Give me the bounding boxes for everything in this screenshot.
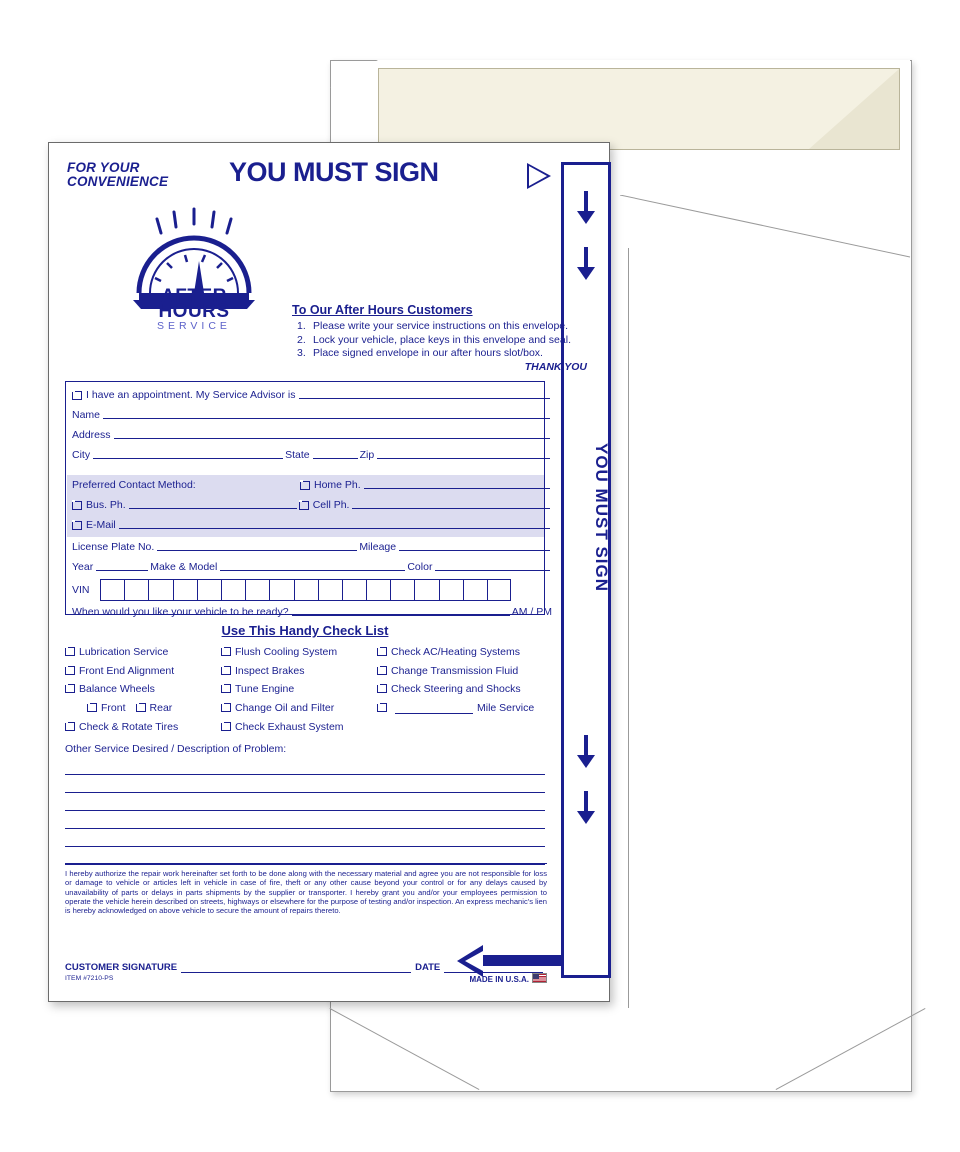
cell-phone-input[interactable] [352,497,550,509]
bus-cell-phone-row [66,497,558,511]
list-item [65,662,225,681]
address-row [66,427,558,441]
band-arrow-stem-3 [584,735,588,757]
envelope-flap-diagonal [600,195,920,265]
email-input[interactable] [119,517,550,529]
other-service-line[interactable] [65,793,545,811]
other-service-line[interactable] [65,775,545,793]
vin-cell[interactable] [487,579,511,601]
appointment-row [66,387,558,401]
ready-time-input[interactable] [292,604,510,616]
list-item [221,699,381,718]
list-item [377,680,567,699]
checkbox-cell-phone[interactable] [299,501,309,510]
appointment-label: I have an appointment. My Service Advisor is [86,389,296,401]
other-service-line[interactable] [65,757,545,775]
email-label: E-Mail [86,519,116,531]
checklist-label: Front End Alignment [79,664,175,677]
list-item: 2. Lock your vehicle, place keys in this envelope and seal. [297,333,571,346]
vin-cell[interactable] [366,579,390,601]
state-input[interactable] [313,447,358,459]
preferred-contact-row [66,477,558,491]
state-label: State [285,449,310,461]
checkbox-flush-cooling-system[interactable] [221,647,231,656]
name-input[interactable] [103,407,550,419]
vin-cell[interactable] [294,579,318,601]
after-hours-service-form [48,142,610,1002]
checklist-label: Balance Wheels [79,683,155,696]
checklist-column-3 [377,643,567,717]
mileage-label: Mileage [359,541,397,553]
home-phone-input[interactable] [364,477,550,489]
legal-authorization-text: I hereby authorize the repair work hereinafter set forth to be done along with the necessary material and agree you are not responsible for loss or damage to vehicle or articles left in vehicle in case of fire, theft or any other cause beyond your control or for any delays caused by unavailability of parts or delays in parts shipments by the supplier or transporter. I hereby grant you and/or your employees permission to operate the vehicle herein described on streets, highways or elsewhere for the purpose of testing and/or inspection. An express mechanic's lien is hereby acknowledged on above vehicle to secure the amount of repairs thereto. [65,869,547,916]
vin-cell[interactable] [124,579,148,601]
checkbox-bus-phone[interactable] [72,501,82,510]
instructions-list [297,320,597,361]
zip-input[interactable] [377,447,550,459]
checklist-label: Flush Cooling System [235,646,338,659]
arrow-down-icon-2 [577,267,595,280]
email-row [66,517,558,531]
usa-flag-icon [532,973,547,983]
list-item [377,643,567,662]
list-item [65,643,225,662]
vin-cell[interactable] [245,579,269,601]
vin-input-cells[interactable] [100,579,511,601]
date-input[interactable] [444,961,543,973]
checkbox-mile-service[interactable] [377,703,387,712]
made-in-usa: MADE IN U.S.A. [379,973,547,984]
logo-wordmark: AFTER HOURS SERVICE [157,286,231,332]
envelope-inner-liner [378,68,900,150]
checkbox-home-phone[interactable] [300,481,310,490]
cell-phone-label: Cell Ph. [312,499,350,511]
am-pm-label: AM / PM [511,606,552,618]
checkbox-change-oil-filter[interactable] [221,703,231,712]
service-advisor-input[interactable] [299,387,550,399]
home-phone-label: Home Ph. [314,479,361,491]
checkbox-check-ac-heating[interactable] [377,647,387,656]
arrow-down-icon-3 [577,755,595,768]
zip-label: Zip [359,449,375,461]
year-make-color-row [66,559,558,573]
vin-cell[interactable] [100,579,124,601]
color-input[interactable] [435,559,550,571]
checkbox-lubrication-service[interactable] [65,647,75,656]
arrow-down-icon-1 [577,211,595,224]
for-your-convenience-heading: FOR YOUR CONVENIENCE [67,160,169,189]
plate-mileage-row [66,539,558,553]
envelope-bottom-diagonal-right [910,1008,911,1009]
bus-phone-input[interactable] [129,497,297,509]
checklist-column-2 [221,643,381,736]
checklist-label: Change Oil and Filter [235,702,335,715]
thank-you-note: THANK YOU [524,361,587,373]
checklist-label: Lubrication Service [79,646,169,659]
vin-cell[interactable] [342,579,366,601]
list-item [221,643,381,662]
license-plate-label: License Plate No. [72,541,155,553]
make-model-label: Make & Model [150,561,218,573]
band-arrow-stem-4 [584,791,588,813]
other-service-line[interactable] [65,811,545,829]
list-item [221,662,381,681]
name-label: Name [72,409,101,421]
other-service-label: Other Service Desired / Description of Problem: [65,743,287,755]
band-arrow-stem-2 [584,247,588,269]
checklist-label: Check Steering and Shocks [391,683,521,696]
arrow-right-icon-inner [529,166,547,186]
mile-service-input[interactable] [395,703,473,714]
checklist-label: Inspect Brakes [235,664,305,677]
bus-phone-label: Bus. Ph. [86,499,126,511]
checkbox-email[interactable] [72,521,82,530]
checklist-label: Change Transmission Fluid [391,664,519,677]
name-row [66,407,558,421]
city-label: City [72,449,91,461]
vin-row [66,579,546,601]
envelope-fold-line-vertical [628,248,629,1008]
list-item [65,699,225,718]
arrow-down-icon-4 [577,811,595,824]
checkbox-front[interactable] [87,703,97,712]
checkbox-change-transmission-fluid[interactable] [377,666,387,675]
address-label: Address [72,429,111,441]
vin-label: VIN [72,584,90,596]
vin-cell[interactable] [318,579,342,601]
list-item [377,699,567,718]
list-item [377,662,567,681]
band-arrow-stem-1 [584,191,588,213]
checkbox-front-end-alignment[interactable] [65,666,75,675]
legal-divider [65,863,547,864]
checkbox-appointment[interactable] [72,391,82,400]
checklist-label: Tune Engine [235,683,295,696]
customer-signature-input[interactable] [181,961,411,973]
customer-info-box [65,381,552,618]
year-label: Year [72,561,94,573]
license-plate-input[interactable] [157,539,357,551]
must-sign-band-label: YOU MUST SIGN [592,443,611,593]
year-input[interactable] [96,559,148,571]
checklist-column-1 [65,643,225,736]
vin-cell[interactable] [439,579,463,601]
mileage-input[interactable] [399,539,550,551]
instructions-title: To Our After Hours Customers [292,303,473,317]
vin-cell[interactable] [173,579,197,601]
ready-time-row [66,604,558,618]
checklist-label: Check AC/Heating Systems [391,646,520,659]
color-label: Color [407,561,433,573]
vin-cell[interactable] [269,579,293,601]
city-input[interactable] [93,447,283,459]
page-title: YOU MUST SIGN [229,157,439,187]
checklist-label: Rear [149,702,173,715]
list-item [65,717,225,736]
envelope-liner-corner [809,69,899,149]
checkbox-balance-wheels[interactable] [65,684,75,693]
date-label: DATE [415,962,441,973]
other-service-lines[interactable] [65,757,545,865]
vin-cell[interactable] [414,579,438,601]
checkbox-check-steering-shocks[interactable] [377,684,387,693]
list-item [65,680,225,699]
vin-cell[interactable] [390,579,414,601]
list-item: 1. Please write your service instructions on this envelope. [297,320,569,332]
checklist-label: Check & Rotate Tires [79,720,179,733]
checkbox-inspect-brakes[interactable] [221,666,231,675]
signature-row [65,961,547,973]
checkbox-rear[interactable] [136,703,146,712]
envelope-bottom-diagonal-left [330,1008,480,1090]
vin-cell[interactable] [148,579,172,601]
vin-cell[interactable] [463,579,487,601]
checklist-label: Front [101,702,126,715]
customer-signature-label: CUSTOMER SIGNATURE [65,962,178,973]
list-item [221,717,381,736]
checkbox-check-exhaust-system[interactable] [221,722,231,731]
city-state-zip-row [66,447,558,461]
list-item [221,680,381,699]
other-service-line[interactable] [65,829,545,847]
vin-cell[interactable] [197,579,221,601]
address-input[interactable] [114,427,550,439]
ready-label: When would you like your vehicle to be ready? [72,606,289,618]
preferred-contact-label: Preferred Contact Method: [72,479,196,491]
checklist-label: Check Exhaust System [235,720,344,733]
make-model-input[interactable] [220,559,405,571]
vin-cell[interactable] [221,579,245,601]
checklist-title: Use This Handy Check List [221,623,389,638]
checklist-label: Mile Service [477,702,535,715]
checkbox-check-rotate-tires[interactable] [65,722,75,731]
list-item: 3. Place signed envelope in our after hours slot/box. [297,347,543,359]
checkbox-tune-engine[interactable] [221,684,231,693]
item-number: ITEM #7210-PS [65,975,114,982]
